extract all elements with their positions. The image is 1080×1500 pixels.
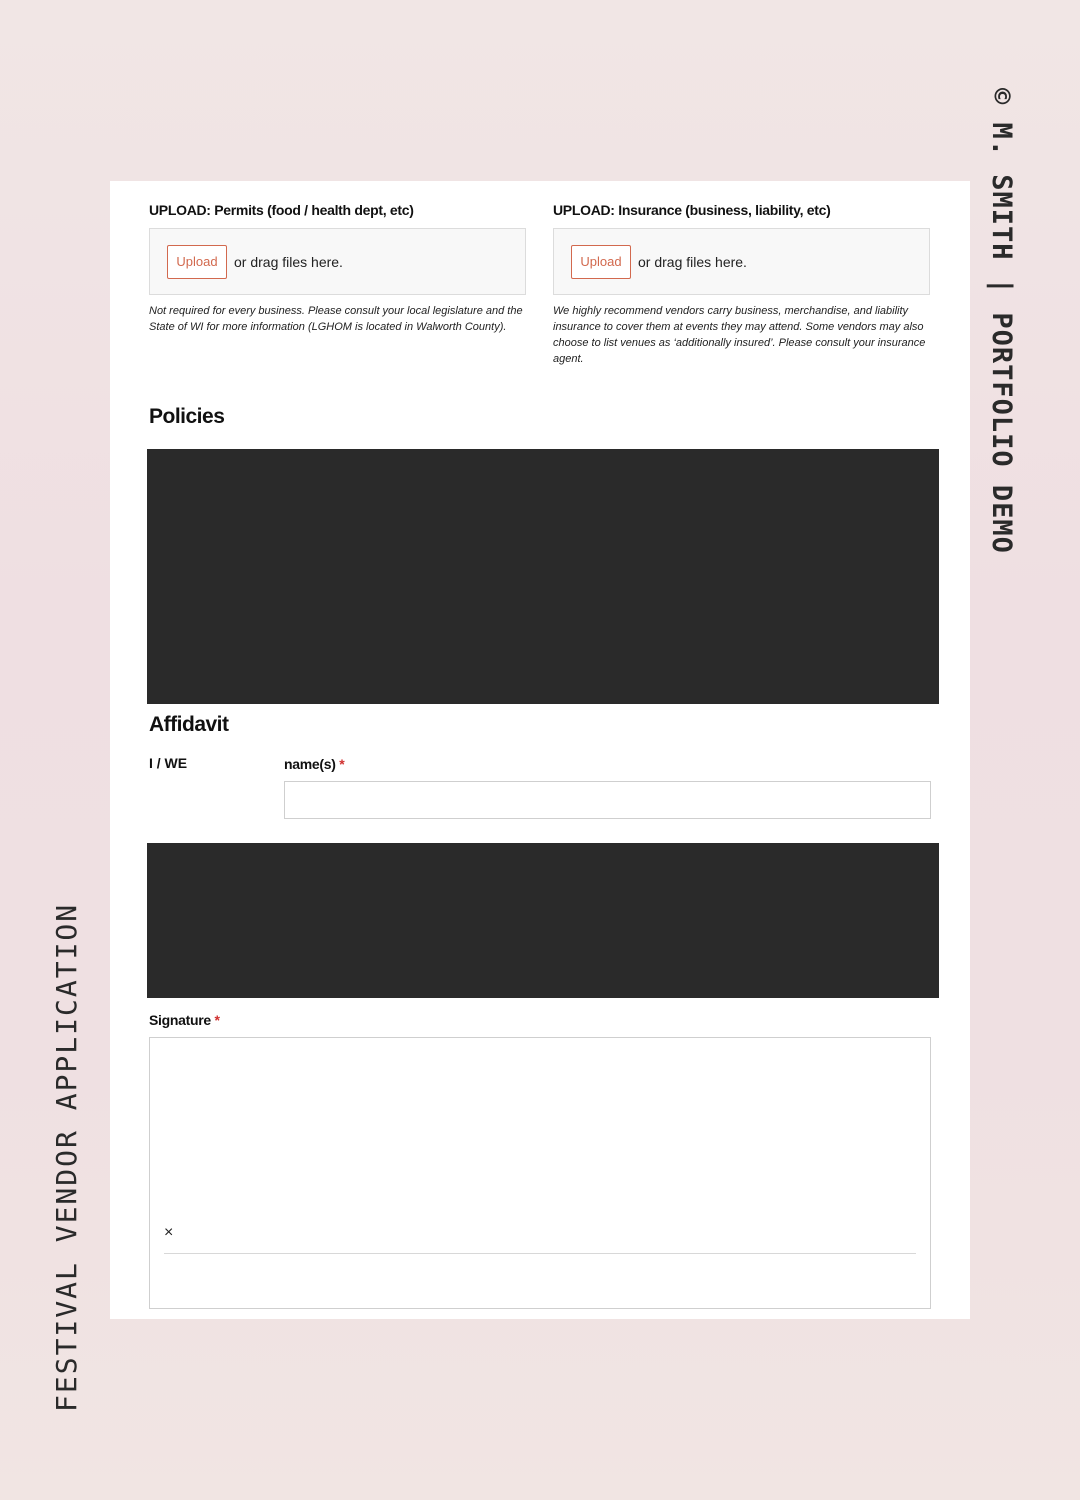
form-sheet (110, 181, 970, 1319)
upload-permits-field (149, 202, 526, 335)
affidavit-redacted-block (147, 843, 939, 998)
names-required-mark: * (339, 756, 345, 772)
upload-permits-help: Not required for every business. Please consult your local legislature and the State of WI for more information (LGHOM is located in Walworth County). (149, 305, 523, 333)
signature-label-text: Signature (149, 1012, 211, 1028)
upload-insurance-field (553, 202, 930, 367)
signature-pad[interactable] (149, 1037, 931, 1309)
upload-insurance-label: UPLOAD: Insurance (business, liability, etc) (553, 202, 831, 218)
upload-permits-dropzone[interactable] (149, 228, 526, 295)
signature-line (164, 1253, 916, 1254)
page-caption: FESTIVAL VENDOR APPLICATION (50, 902, 83, 1412)
names-input[interactable] (284, 781, 931, 819)
policies-redacted-block (147, 449, 939, 704)
signature-required-mark: * (214, 1012, 220, 1028)
signature-label (149, 1012, 220, 1028)
upload-permits-button[interactable]: Upload (167, 245, 227, 279)
affidavit-heading: Affidavit (149, 713, 229, 736)
policies-heading: Policies (149, 405, 225, 428)
upload-insurance-help: We highly recommend vendors carry business, merchandise, and liability insurance to cover them at events they may attend. Some vendors may also choose to list venues as ‘additionally insured’. Please consult your insurance agent. (553, 305, 926, 365)
names-label (284, 756, 344, 772)
portfolio-watermark: © M. SMITH | PORTFOLIO DEMO (986, 88, 1017, 554)
names-label-text: name(s) (284, 756, 336, 772)
signature-x-mark: × (164, 1224, 174, 1241)
upload-permits-label: UPLOAD: Permits (food / health dept, etc) (149, 202, 414, 218)
upload-insurance-dropzone[interactable] (553, 228, 930, 295)
upload-insurance-button[interactable]: Upload (571, 245, 631, 279)
upload-insurance-drag-text: or drag files here. (638, 253, 747, 270)
upload-permits-drag-text: or drag files here. (234, 253, 343, 270)
iwe-label: I / WE (149, 755, 188, 771)
